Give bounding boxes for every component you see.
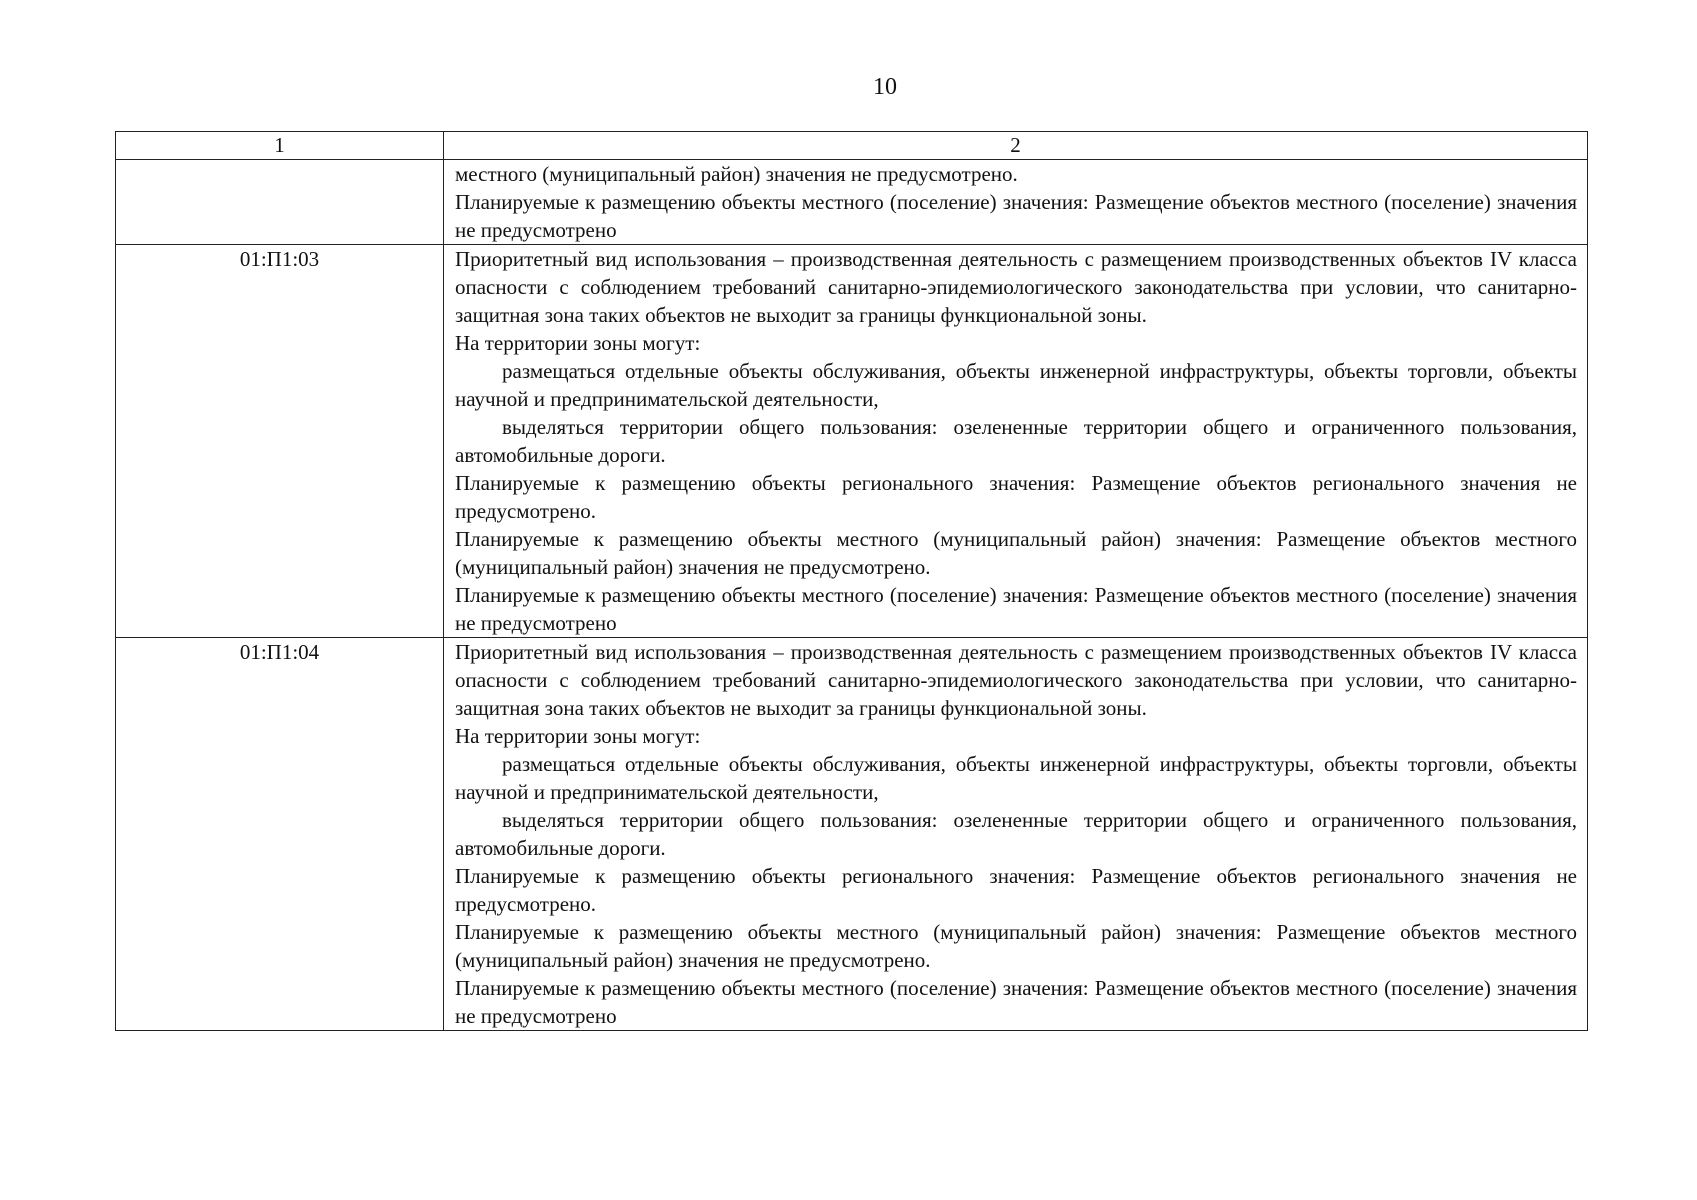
description-paragraph: местного (муниципальный район) значения не предусмотрено. xyxy=(455,162,1018,186)
description-paragraph: Планируемые к размещению объекты местного (поселение) значения: Размещение объектов местного (поселение) значения не предусмотрено xyxy=(455,190,1577,242)
zone-code-cell xyxy=(116,160,444,245)
description-paragraph: На территории зоны могут: xyxy=(455,724,701,748)
description-paragraph: размещаться отдельные объекты обслуживания, объекты инженерной инфраструктуры, объекты торговли, объекты научной и предпринимательской деятельности, xyxy=(455,752,1577,804)
zones-table xyxy=(115,131,1588,1031)
description-paragraph: Планируемые к размещению объекты регионального значения: Размещение объектов регионального значения не предусмотрено. xyxy=(455,471,1577,523)
table-row xyxy=(116,160,1588,245)
zone-code-cell: 01:П1:03 xyxy=(116,245,444,638)
description-paragraph: Планируемые к размещению объекты местного (поселение) значения: Размещение объектов местного (поселение) значения не предусмотрено xyxy=(455,583,1577,635)
description-paragraph: Приоритетный вид использования – производственная деятельность с размещением производственных объектов IV класса опасности с соблюдением требований санитарно-эпидемиологического законодательства при условии, что санитарно-защитная зона таких объектов не выходит за границы функциональной зоны. xyxy=(455,247,1577,327)
description-paragraph: Приоритетный вид использования – производственная деятельность с размещением производственных объектов IV класса опасности с соблюдением требований санитарно-эпидемиологического законодательства при условии, что санитарно-защитная зона таких объектов не выходит за границы функциональной зоны. xyxy=(455,640,1577,720)
table-body xyxy=(116,132,1588,1031)
description-paragraph: выделяться территории общего пользования: озелененные территории общего и ограниченного пользования, автомобильные дороги. xyxy=(455,808,1577,860)
column-header-1: 1 xyxy=(116,132,444,160)
description-paragraph: На территории зоны могут: xyxy=(455,331,701,355)
description-paragraph: Планируемые к размещению объекты местного (муниципальный район) значения: Размещение объектов местного (муниципальный район) значения не предусмотрено. xyxy=(455,527,1577,579)
table-header-row xyxy=(116,132,1588,160)
description-paragraph: Планируемые к размещению объекты местного (муниципальный район) значения: Размещение объектов местного (муниципальный район) значения не предусмотрено. xyxy=(455,920,1577,972)
page-number: 10 xyxy=(873,74,897,100)
zone-description-cell xyxy=(444,245,1588,638)
table-row xyxy=(116,638,1588,1031)
zone-description-cell xyxy=(444,638,1588,1031)
description-paragraph: Планируемые к размещению объекты местного (поселение) значения: Размещение объектов местного (поселение) значения не предусмотрено xyxy=(455,976,1577,1028)
description-paragraph: выделяться территории общего пользования: озелененные территории общего и ограниченного пользования, автомобильные дороги. xyxy=(455,415,1577,467)
table-row xyxy=(116,245,1588,638)
description-paragraph: Планируемые к размещению объекты регионального значения: Размещение объектов регионального значения не предусмотрено. xyxy=(455,864,1577,916)
description-paragraph: размещаться отдельные объекты обслуживания, объекты инженерной инфраструктуры, объекты торговли, объекты научной и предпринимательской деятельности, xyxy=(455,359,1577,411)
column-header-2: 2 xyxy=(444,132,1588,160)
zone-code-cell: 01:П1:04 xyxy=(116,638,444,1031)
zone-description-cell xyxy=(444,160,1588,245)
